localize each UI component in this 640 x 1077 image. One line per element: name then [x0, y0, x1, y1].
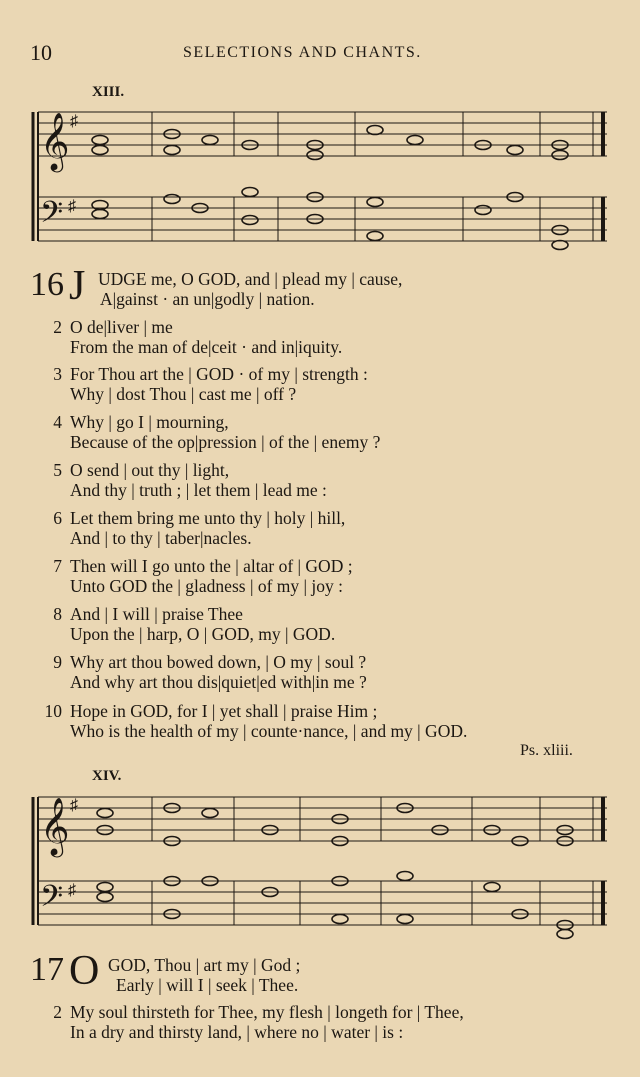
bass-clef-icon: 𝄢 [40, 196, 64, 237]
verse-number: 10 [44, 701, 62, 721]
verse-line: And thy | truth ; | let them | lead me : [70, 480, 327, 500]
verse-line: O send | out thy | light, [70, 460, 230, 480]
verse-line: And why art thou dis|quiet|ed with|in me ? [70, 672, 367, 692]
verse-line: From the man of de|ceit · and in|iquity. [70, 337, 343, 357]
verse-number: 6 [53, 508, 62, 528]
sharp-icon: ♯ [68, 198, 76, 215]
tune-label-14: XIV. [92, 768, 122, 784]
verse-line: Hope in GOD, for I | yet shall | praise Him ; [70, 701, 378, 721]
page-number: 10 [30, 40, 52, 65]
treble-clef-icon: 𝄞 [40, 112, 70, 170]
verse-number: 4 [53, 412, 62, 432]
verse-line: Why | dost Thou | cast me | off ? [70, 384, 297, 404]
verse-number: 9 [53, 652, 62, 672]
verse-line: Because of the op|pression | of the | enemy ? [70, 432, 381, 452]
verse-line: Then will I go unto the | altar of | GOD ; [70, 556, 353, 576]
treble-clef-icon: 𝄞 [40, 797, 70, 855]
sharp-icon: ♯ [70, 797, 78, 814]
sharp-icon: ♯ [68, 882, 76, 899]
verse-17-line-1: GOD, Thou | art my | God ; [108, 955, 301, 975]
verse-line: Let them bring me unto thy | holy | hill, [70, 508, 346, 528]
music-score-13 [0, 0, 640, 260]
sharp-icon: ♯ [70, 113, 78, 130]
verse-number: 2 [53, 317, 62, 337]
verse-line: For Thou art the | GOD · of my | strength : [70, 364, 368, 384]
verse-line: In a dry and thirsty land, | where no | water | is : [70, 1022, 404, 1042]
verse-16-line-1: UDGE me, O GOD, and | plead my | cause, [98, 269, 403, 289]
running-title: SELECTIONS AND CHANTS. [183, 44, 422, 61]
tune-label-13: XIII. [92, 84, 125, 100]
verse-line: Who is the health of my | counte·nance, | and my | GOD. [70, 721, 468, 741]
verse-line: Upon the | harp, O | GOD, my | GOD. [70, 624, 336, 644]
verse-line: Why art thou bowed down, | O my | soul ? [70, 652, 367, 672]
verse-number-17: 17 [30, 951, 64, 988]
verse-16-line-2: A|gainst · an un|godly | nation. [100, 289, 315, 309]
verse-line: And | I will | praise Thee [70, 604, 243, 624]
bass-clef-icon: 𝄢 [40, 880, 64, 921]
verse-line: My soul thirsteth for Thee, my flesh | longeth for | Thee, [70, 1002, 464, 1022]
verse-number-16: 16 [30, 266, 64, 303]
drop-cap-o: O [69, 948, 100, 994]
verse-17-line-2: Early | will I | seek | Thee. [116, 975, 299, 995]
verse-number: 8 [53, 604, 62, 624]
verse-number: 2 [53, 1002, 62, 1022]
verse-number: 3 [53, 364, 62, 384]
verse-line: And | to thy | taber|nacles. [70, 528, 252, 548]
verse-number: 5 [53, 460, 62, 480]
verse-line: Why | go I | mourning, [70, 412, 229, 432]
drop-cap-j: J [69, 263, 86, 309]
verse-number: 7 [53, 556, 62, 576]
psalm-citation: Ps. xliii. [520, 742, 573, 759]
verse-line: O de|liver | me [70, 317, 173, 337]
verse-line: Unto GOD the | gladness | of my | joy : [70, 576, 343, 596]
